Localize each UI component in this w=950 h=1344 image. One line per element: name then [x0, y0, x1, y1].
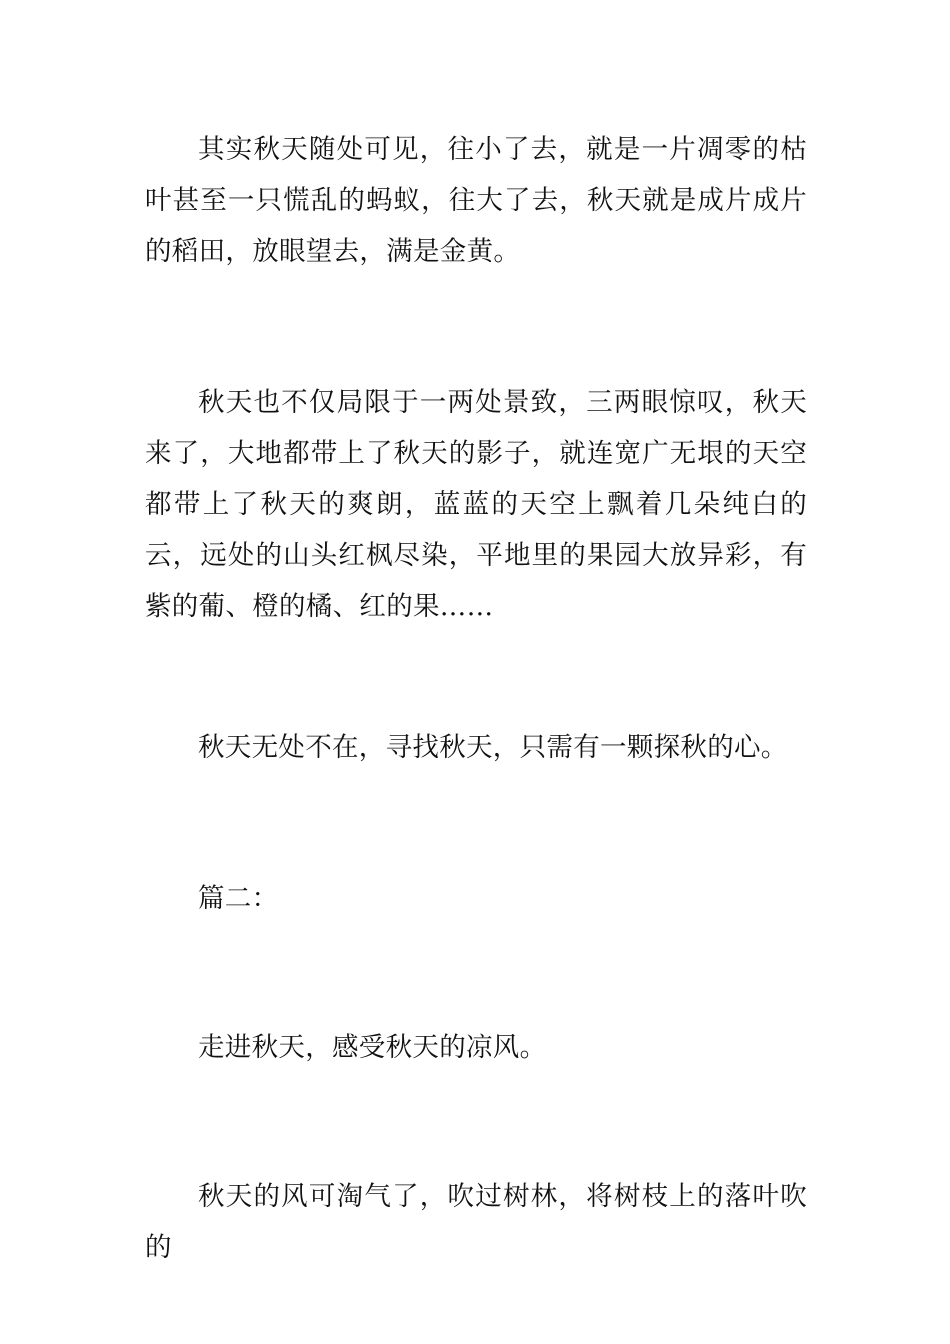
paragraph-1: 其实秋天随处可见，往小了去，就是一片凋零的枯叶甚至一只慌乱的蚂蚁，往大了去，秋天就是成片成片的稻田，放眼望去，满是金黄。: [145, 134, 807, 267]
paragraph-5: 秋天的风可淘气了，吹过树林，将树枝上的落叶吹的: [145, 1181, 807, 1263]
paragraph-2: 秋天也不仅局限于一两处景致，三两眼惊叹，秋天来了，大地都带上了秋天的影子，就连宽广无垠的天空都带上了秋天的爽朗，蓝蓝的天空上飘着几朵纯白的云，远处的山头红枫尽染，平地里的果园大放异彩，有紫的葡、橙的橘、红的果……: [145, 387, 807, 622]
paragraph-4: 走进秋天，感受秋天的凉风。: [198, 1032, 547, 1063]
section-heading: 篇二：: [198, 883, 279, 914]
paragraph-3: 秋天无处不在，寻找秋天，只需有一颗探秋的心。: [198, 732, 788, 763]
